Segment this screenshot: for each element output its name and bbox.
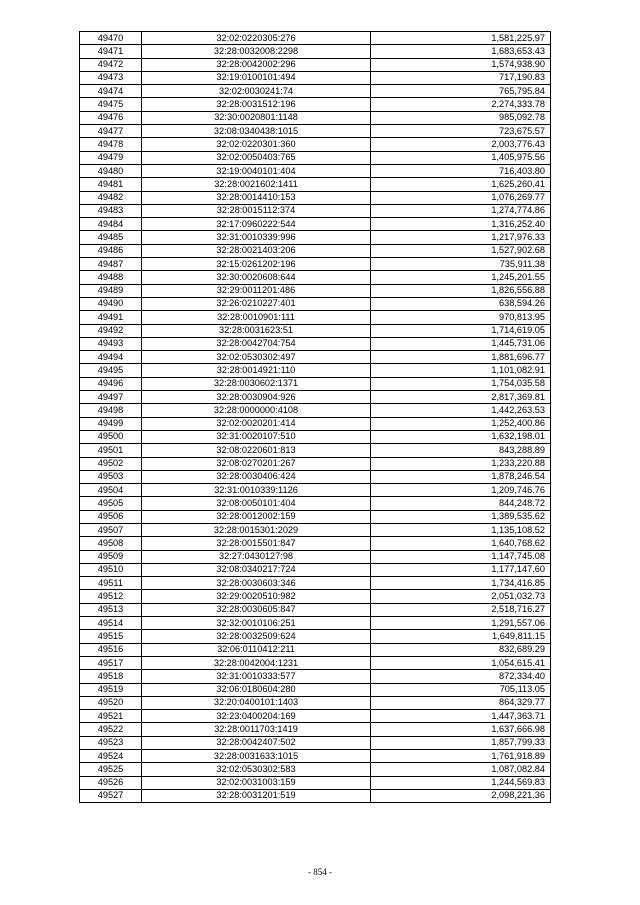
table-row — [80, 417, 551, 430]
cadastral-number-cell: 32:06:0110412:211 — [142, 643, 371, 656]
row-number-cell: 49495 — [80, 364, 142, 377]
value-cell: 1,625,260.41 — [371, 178, 551, 191]
row-number-cell: 49493 — [80, 337, 142, 350]
table-row — [80, 284, 551, 297]
row-number-cell: 49504 — [80, 484, 142, 497]
row-number-cell: 49524 — [80, 750, 142, 763]
cadastral-number-cell: 32:28:0030603:346 — [142, 577, 371, 590]
table-row — [80, 45, 551, 58]
value-cell: 2,098,221.36 — [371, 789, 551, 802]
value-cell: 832,689.29 — [371, 643, 551, 656]
table-row — [80, 391, 551, 404]
cadastral-number-cell: 32:28:0032008:2298 — [142, 45, 371, 58]
table-row — [80, 723, 551, 736]
value-cell: 1,076,269.77 — [371, 191, 551, 204]
cadastral-number-cell: 32:28:0012002:159 — [142, 510, 371, 523]
table-row — [80, 750, 551, 763]
cadastral-number-cell: 32:27:0430127:98 — [142, 550, 371, 563]
cadastral-number-cell: 32:26:0210227:401 — [142, 297, 371, 310]
table-row — [80, 85, 551, 98]
row-number-cell: 49490 — [80, 297, 142, 310]
table-row — [80, 311, 551, 324]
row-number-cell: 49485 — [80, 231, 142, 244]
row-number-cell: 49526 — [80, 776, 142, 789]
value-cell: 864,329.77 — [371, 696, 551, 709]
row-number-cell: 49501 — [80, 444, 142, 457]
row-number-cell: 49481 — [80, 178, 142, 191]
value-cell: 1,147,745.08 — [371, 550, 551, 563]
value-cell: 872,334.40 — [371, 670, 551, 683]
table-row — [80, 736, 551, 749]
value-cell: 765,795.84 — [371, 85, 551, 98]
table-row — [80, 656, 551, 669]
cadastral-number-cell: 32:28:0021602:1411 — [142, 178, 371, 191]
value-cell: 985,092.78 — [371, 111, 551, 124]
table-row — [80, 563, 551, 576]
row-number-cell: 49502 — [80, 457, 142, 470]
value-cell: 716,403.80 — [371, 164, 551, 177]
cadastral-number-cell: 32:28:0010901:111 — [142, 311, 371, 324]
row-number-cell: 49488 — [80, 271, 142, 284]
table-row — [80, 617, 551, 630]
row-number-cell: 49494 — [80, 351, 142, 364]
cadastral-number-cell: 32:30:0020608:644 — [142, 271, 371, 284]
row-number-cell: 49510 — [80, 563, 142, 576]
value-cell: 1,826,556.88 — [371, 284, 551, 297]
row-number-cell: 49477 — [80, 125, 142, 138]
cadastral-number-cell: 32:28:0015112:374 — [142, 204, 371, 217]
cadastral-number-cell: 32:08:0270201:267 — [142, 457, 371, 470]
cadastral-number-cell: 32:02:0020201:414 — [142, 417, 371, 430]
table-row — [80, 111, 551, 124]
value-cell: 1,640,768.62 — [371, 537, 551, 550]
cadastral-number-cell: 32:02:0530302:497 — [142, 351, 371, 364]
cadastral-number-cell: 32:15:0261202:196 — [142, 258, 371, 271]
row-number-cell: 49471 — [80, 45, 142, 58]
table-row — [80, 404, 551, 417]
value-cell: 1,714,619.05 — [371, 324, 551, 337]
row-number-cell: 49522 — [80, 723, 142, 736]
table-row — [80, 138, 551, 151]
cadastral-number-cell: 32:02:0050403:765 — [142, 151, 371, 164]
table-row — [80, 204, 551, 217]
table-row — [80, 244, 551, 257]
row-number-cell: 49483 — [80, 204, 142, 217]
cadastral-number-cell: 32:02:0031003:159 — [142, 776, 371, 789]
table-row — [80, 364, 551, 377]
value-cell: 1,878,246.54 — [371, 470, 551, 483]
value-cell: 2,817,369.81 — [371, 391, 551, 404]
cadastral-number-cell: 32:31:0020107:510 — [142, 430, 371, 443]
cadastral-number-cell: 32:02:0220301:360 — [142, 138, 371, 151]
cadastral-number-cell: 32:31:0010339:996 — [142, 231, 371, 244]
value-cell: 1,054,615.41 — [371, 656, 551, 669]
row-number-cell: 49479 — [80, 151, 142, 164]
row-number-cell: 49500 — [80, 430, 142, 443]
value-cell: 844,248.72 — [371, 497, 551, 510]
row-number-cell: 49505 — [80, 497, 142, 510]
cadastral-number-cell: 32:28:0015301:2029 — [142, 523, 371, 536]
table-row — [80, 71, 551, 84]
cadastral-number-cell: 32:29:0011201:486 — [142, 284, 371, 297]
row-number-cell: 49518 — [80, 670, 142, 683]
row-number-cell: 49525 — [80, 763, 142, 776]
cadastral-number-cell: 32:29:0020510:982 — [142, 590, 371, 603]
row-number-cell: 49482 — [80, 191, 142, 204]
row-number-cell: 49499 — [80, 417, 142, 430]
cadastral-number-cell: 32:28:0011703:1419 — [142, 723, 371, 736]
value-cell: 1,244,569.83 — [371, 776, 551, 789]
cadastral-number-cell: 32:02:0220305:276 — [142, 32, 371, 45]
table-row — [80, 271, 551, 284]
cadastral-number-cell: 32:17:0960222:544 — [142, 218, 371, 231]
table-row — [80, 430, 551, 443]
table-row — [80, 497, 551, 510]
row-number-cell: 49515 — [80, 630, 142, 643]
cadastral-number-cell: 32:06:0180604:280 — [142, 683, 371, 696]
row-number-cell: 49472 — [80, 58, 142, 71]
table-row — [80, 178, 551, 191]
table-row — [80, 789, 551, 802]
value-cell: 1,233,220.88 — [371, 457, 551, 470]
value-cell: 1,389,535.62 — [371, 510, 551, 523]
value-cell: 735,911.38 — [371, 258, 551, 271]
row-number-cell: 49517 — [80, 656, 142, 669]
row-number-cell: 49503 — [80, 470, 142, 483]
table-row — [80, 297, 551, 310]
table-row — [80, 32, 551, 45]
table-row — [80, 696, 551, 709]
row-number-cell: 49506 — [80, 510, 142, 523]
table-row — [80, 763, 551, 776]
table-row — [80, 683, 551, 696]
table-row — [80, 58, 551, 71]
cadastral-number-cell: 32:20:0400101:1403 — [142, 696, 371, 709]
row-number-cell: 49512 — [80, 590, 142, 603]
table-row — [80, 164, 551, 177]
row-number-cell: 49520 — [80, 696, 142, 709]
value-cell: 1,527,902.68 — [371, 244, 551, 257]
row-number-cell: 49496 — [80, 377, 142, 390]
value-cell: 1,632,198.01 — [371, 430, 551, 443]
table-row — [80, 444, 551, 457]
table-row — [80, 337, 551, 350]
table-row — [80, 258, 551, 271]
cadastral-number-cell: 32:28:0030406:424 — [142, 470, 371, 483]
table-row — [80, 231, 551, 244]
cadastral-number-cell: 32:02:0030241:74 — [142, 85, 371, 98]
value-cell: 1,734,416.85 — [371, 577, 551, 590]
value-cell: 1,754,035.58 — [371, 377, 551, 390]
table-row — [80, 630, 551, 643]
cadastral-number-cell: 32:28:0031633:1015 — [142, 750, 371, 763]
value-cell: 1,316,252.40 — [371, 218, 551, 231]
row-number-cell: 49480 — [80, 164, 142, 177]
value-cell: 705,113.05 — [371, 683, 551, 696]
row-number-cell: 49509 — [80, 550, 142, 563]
value-cell: 970,813.95 — [371, 311, 551, 324]
cadastral-number-cell: 32:28:0031512:196 — [142, 98, 371, 111]
table-row — [80, 537, 551, 550]
value-cell: 1,274,774.86 — [371, 204, 551, 217]
cadastral-number-cell: 32:19:0100101:494 — [142, 71, 371, 84]
row-number-cell: 49478 — [80, 138, 142, 151]
row-number-cell: 49486 — [80, 244, 142, 257]
table-row — [80, 470, 551, 483]
value-cell: 843,288.89 — [371, 444, 551, 457]
row-number-cell: 49514 — [80, 617, 142, 630]
cadastral-number-cell: 32:32:0010106:251 — [142, 617, 371, 630]
table-row — [80, 98, 551, 111]
table-row — [80, 603, 551, 616]
cadastral-number-cell: 32:28:0031201:519 — [142, 789, 371, 802]
row-number-cell: 49521 — [80, 710, 142, 723]
table-row — [80, 324, 551, 337]
row-number-cell: 49484 — [80, 218, 142, 231]
cadastral-number-cell: 32:28:0042004:1231 — [142, 656, 371, 669]
cadastral-number-cell: 32:28:0021403:206 — [142, 244, 371, 257]
value-cell: 1,649,811.15 — [371, 630, 551, 643]
value-cell: 1,087,082.84 — [371, 763, 551, 776]
row-number-cell: 49487 — [80, 258, 142, 271]
row-number-cell: 49497 — [80, 391, 142, 404]
cadastral-number-cell: 32:02:0530302:583 — [142, 763, 371, 776]
value-cell: 1,857,799.33 — [371, 736, 551, 749]
value-cell: 2,518,716.27 — [371, 603, 551, 616]
cadastral-number-cell: 32:28:0014921:110 — [142, 364, 371, 377]
cadastral-number-cell: 32:08:0340438:1015 — [142, 125, 371, 138]
table-row — [80, 550, 551, 563]
value-cell: 1,177,147.60 — [371, 563, 551, 576]
table-row — [80, 125, 551, 138]
table-row — [80, 218, 551, 231]
cadastral-number-cell: 32:28:0000000:4108 — [142, 404, 371, 417]
cadastral-number-cell: 32:28:0042002:296 — [142, 58, 371, 71]
value-cell: 2,051,032.73 — [371, 590, 551, 603]
page-number: - 854 - — [308, 867, 332, 877]
value-cell: 1,581,225.97 — [371, 32, 551, 45]
cadastral-number-cell: 32:08:0050101:404 — [142, 497, 371, 510]
cadastral-number-cell: 32:28:0030602:1371 — [142, 377, 371, 390]
value-cell: 1,209,746.76 — [371, 484, 551, 497]
table-row — [80, 523, 551, 536]
row-number-cell: 49507 — [80, 523, 142, 536]
cadastral-number-cell: 32:28:0042704:754 — [142, 337, 371, 350]
cadastral-number-cell: 32:08:0220601:813 — [142, 444, 371, 457]
table-row — [80, 484, 551, 497]
cadastral-number-cell: 32:28:0031623:51 — [142, 324, 371, 337]
value-cell: 1,135,108.52 — [371, 523, 551, 536]
row-number-cell: 49492 — [80, 324, 142, 337]
row-number-cell: 49475 — [80, 98, 142, 111]
value-cell: 1,574,938.90 — [371, 58, 551, 71]
cadastral-number-cell: 32:19:0040101:404 — [142, 164, 371, 177]
value-cell: 1,217,976.33 — [371, 231, 551, 244]
cadastral-number-cell: 32:30:0020801:1148 — [142, 111, 371, 124]
value-cell: 1,683,653.43 — [371, 45, 551, 58]
table-row — [80, 351, 551, 364]
row-number-cell: 49516 — [80, 643, 142, 656]
row-number-cell: 49508 — [80, 537, 142, 550]
value-cell: 1,445,731.06 — [371, 337, 551, 350]
table-row — [80, 377, 551, 390]
cadastral-value-table — [79, 31, 551, 803]
row-number-cell: 49489 — [80, 284, 142, 297]
cadastral-number-cell: 32:28:0030605:847 — [142, 603, 371, 616]
row-number-cell: 49473 — [80, 71, 142, 84]
row-number-cell: 49519 — [80, 683, 142, 696]
cadastral-number-cell: 32:28:0042407:502 — [142, 736, 371, 749]
table-row — [80, 776, 551, 789]
cadastral-number-cell: 32:28:0030904:926 — [142, 391, 371, 404]
cadastral-number-cell: 32:28:0015501:847 — [142, 537, 371, 550]
value-cell: 638,594.26 — [371, 297, 551, 310]
row-number-cell: 49474 — [80, 85, 142, 98]
cadastral-number-cell: 32:08:0340217:724 — [142, 563, 371, 576]
table-row — [80, 670, 551, 683]
cadastral-number-cell: 32:31:0010339:1126 — [142, 484, 371, 497]
row-number-cell: 49476 — [80, 111, 142, 124]
value-cell: 1,447,363.71 — [371, 710, 551, 723]
row-number-cell: 49523 — [80, 736, 142, 749]
table-row — [80, 457, 551, 470]
table-row — [80, 577, 551, 590]
cadastral-number-cell: 32:28:0014410:153 — [142, 191, 371, 204]
cadastral-number-cell: 32:28:0032509:624 — [142, 630, 371, 643]
table-row — [80, 191, 551, 204]
table-row — [80, 710, 551, 723]
value-cell: 1,291,557.06 — [371, 617, 551, 630]
value-cell: 1,405,975.56 — [371, 151, 551, 164]
value-cell: 1,245,201.55 — [371, 271, 551, 284]
value-cell: 2,274,333.78 — [371, 98, 551, 111]
row-number-cell: 49498 — [80, 404, 142, 417]
table-row — [80, 151, 551, 164]
table-body — [80, 32, 551, 803]
value-cell: 1,101,082.91 — [371, 364, 551, 377]
value-cell: 717,190.83 — [371, 71, 551, 84]
value-cell: 1,442,263.53 — [371, 404, 551, 417]
row-number-cell: 49470 — [80, 32, 142, 45]
value-cell: 723,675.57 — [371, 125, 551, 138]
row-number-cell: 49527 — [80, 789, 142, 802]
value-cell: 2,003,776.43 — [371, 138, 551, 151]
row-number-cell: 49513 — [80, 603, 142, 616]
table-row — [80, 590, 551, 603]
table-row — [80, 510, 551, 523]
row-number-cell: 49491 — [80, 311, 142, 324]
value-cell: 1,761,918.89 — [371, 750, 551, 763]
value-cell: 1,252,400.86 — [371, 417, 551, 430]
cadastral-number-cell: 32:23:0400204:169 — [142, 710, 371, 723]
value-cell: 1,881,696.77 — [371, 351, 551, 364]
table-row — [80, 643, 551, 656]
row-number-cell: 49511 — [80, 577, 142, 590]
cadastral-number-cell: 32:31:0010333:577 — [142, 670, 371, 683]
value-cell: 1,637,666.98 — [371, 723, 551, 736]
